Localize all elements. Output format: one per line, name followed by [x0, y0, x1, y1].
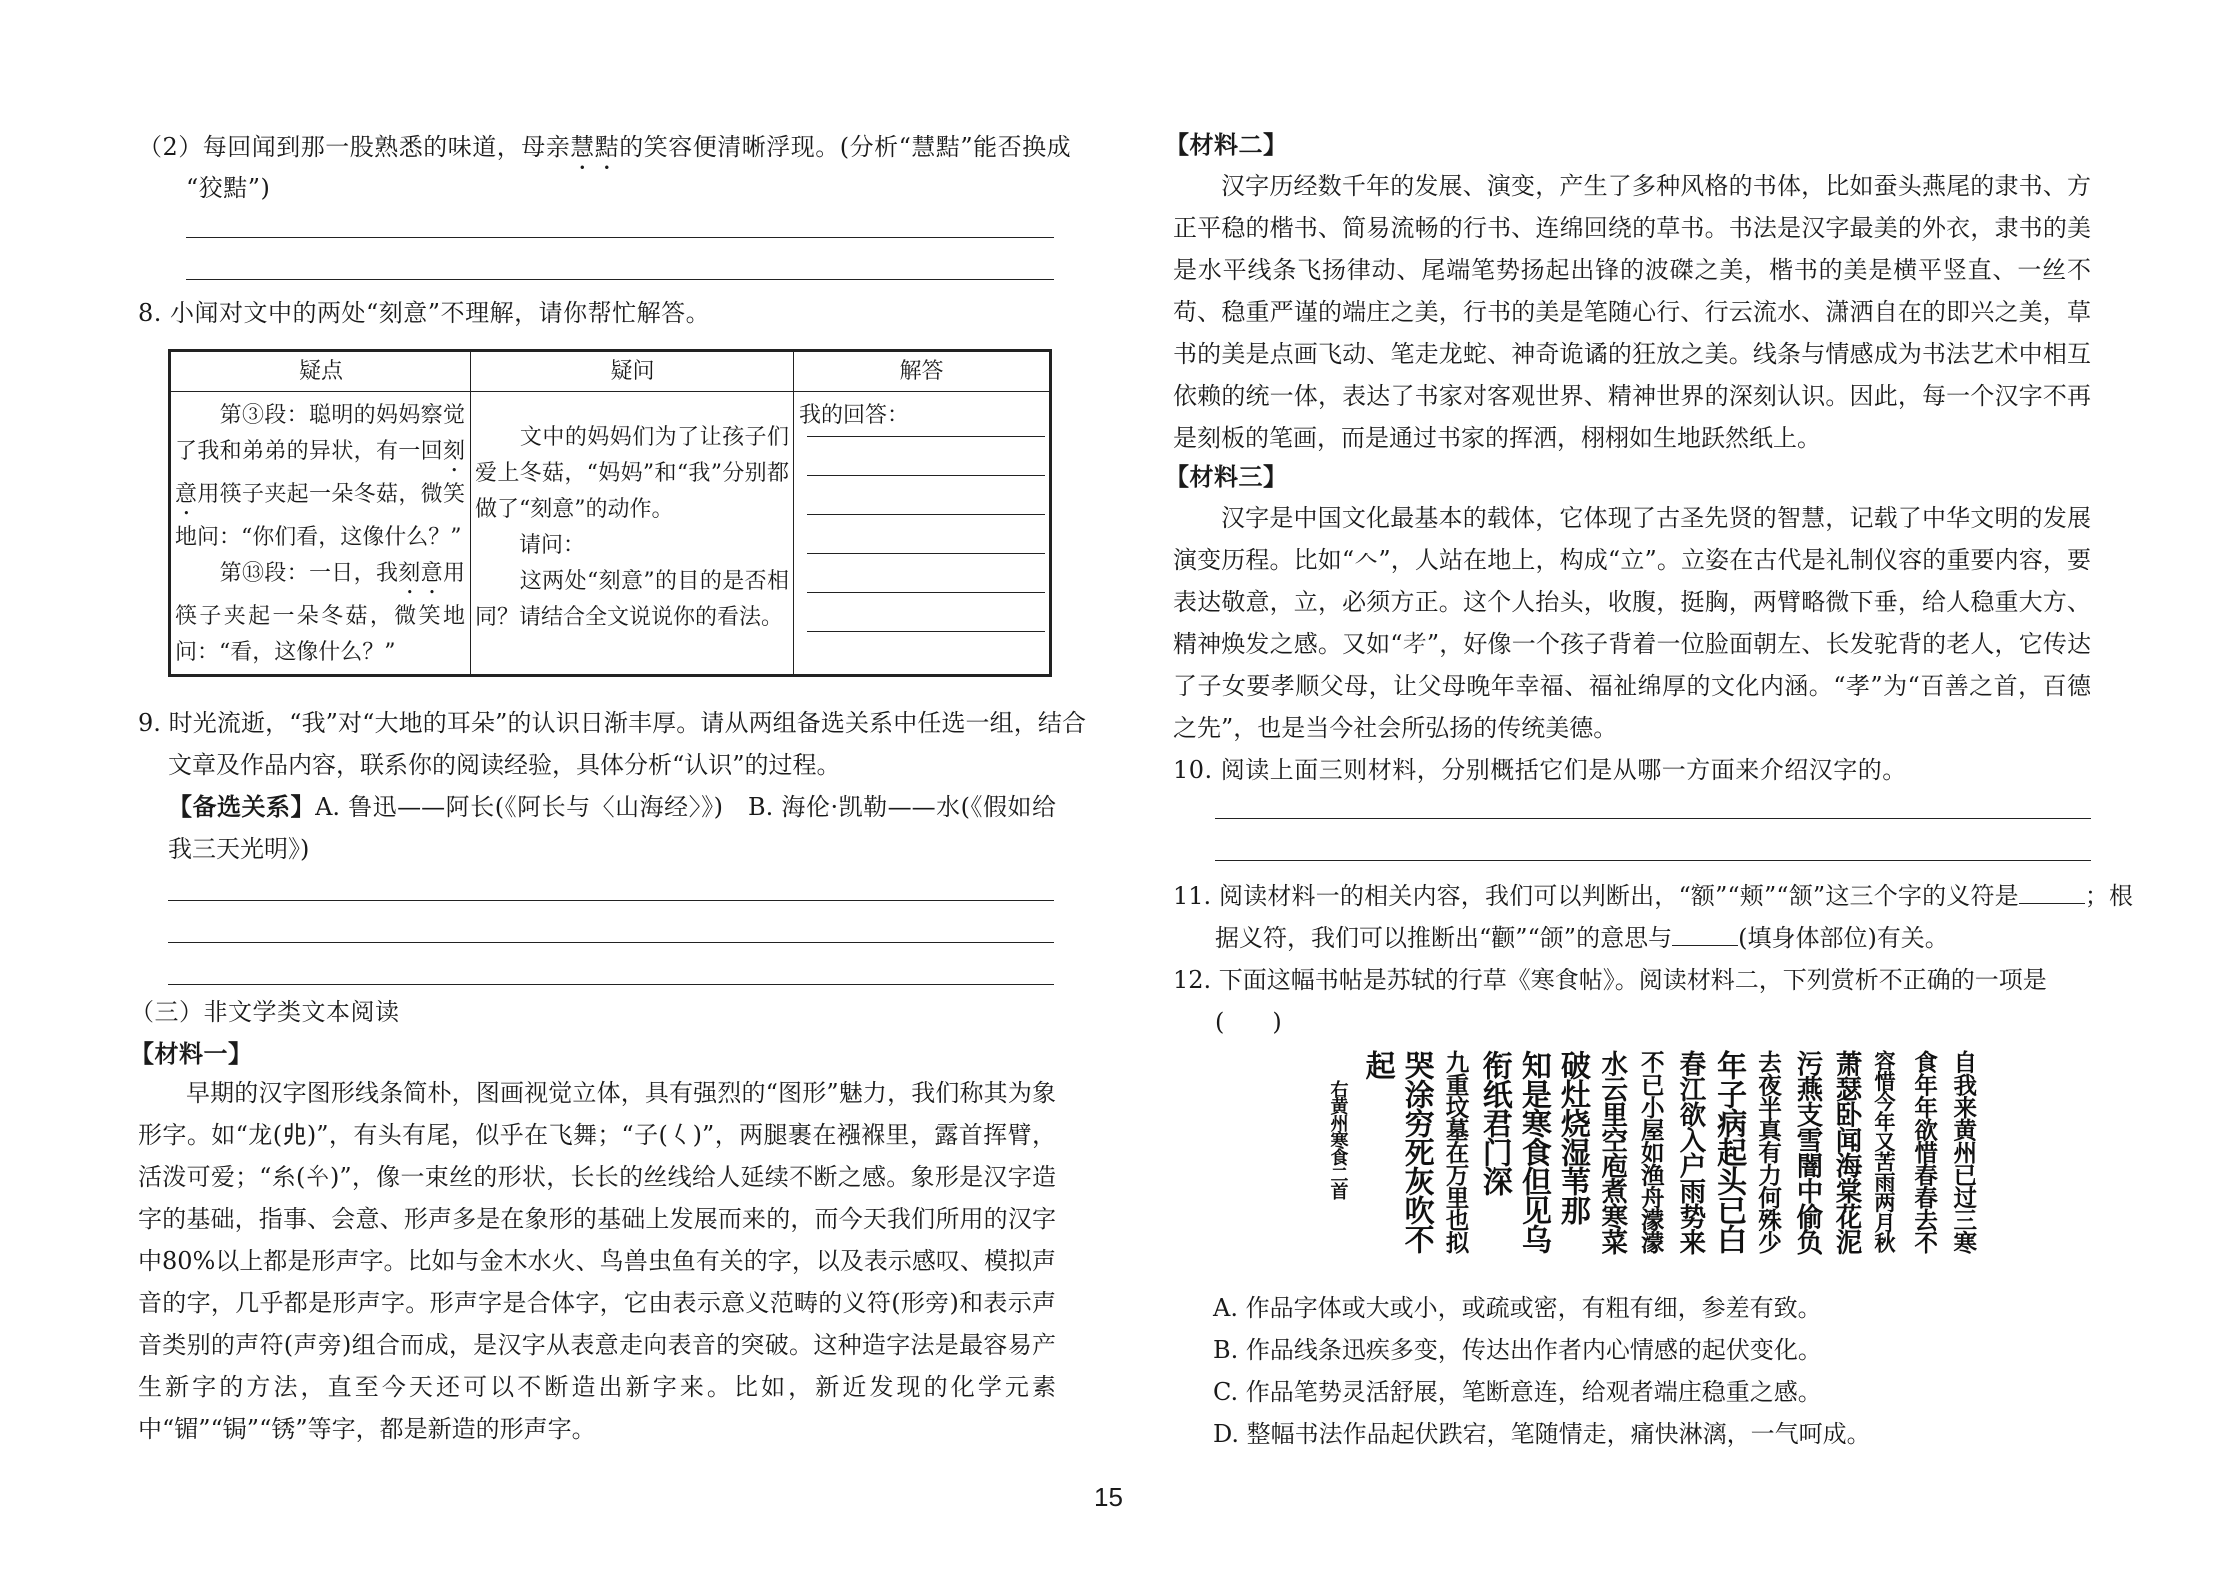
- q11-part1: 11. 阅读材料一的相关内容，我们可以判断出，“额”“颊”“颔”这三个字的义符是: [1173, 882, 2019, 910]
- q7-2-line1: [138, 132, 1071, 175]
- q9-text: 9. 时光流逝，“我”对“大地的耳朵”的认识日渐丰厚。请从两组备选关系中任选一组，结合文章及作品内容，联系你的阅读经验，具体分析“认识”的过程。: [138, 709, 1086, 779]
- question-table: [168, 349, 1052, 677]
- material1-body: 早期的汉字图形线条简朴，图画视觉立体，具有强烈的“图形”魅力，我们称其为象形字。如“龙(𠑹)”，有头有尾，似乎在飞舞；“子(𡿨)”，两腿裹在襁褓里，露首挥臂，活泼可爱；“糸(𢆯)”，像一束丝的形状，长长的丝线给人延续不断之感。象形是汉字造字的基础，指事、会意、形声多是在象形的基础上发展而来的，而今天我们所用的汉字中80%以上都是形声字。比如与金木水火、鸟兽虫鱼有关的字，以及表示感叹、模拟声音的字，几乎都是形声字。形声字是合体字，它由表示意义范畴的义符(形旁)和表示声音类别的声符(声旁)组合而成，是汉字从表意走向表音的突破。这种造字法是最容易产生新字的方法，直至今天还可以不断造出新字来。比如，新近发现的化学元素中“镅”“锔”“锈”等字，都是新造的形声字。: [138, 1079, 1056, 1443]
- table-cell-answer[interactable]: [799, 398, 1049, 668]
- answer-line[interactable]: [186, 237, 1054, 238]
- fill-blank[interactable]: [1672, 923, 1738, 946]
- answer-line[interactable]: [807, 631, 1045, 632]
- answer-line[interactable]: [1215, 860, 2091, 861]
- calligraphy-image: [1318, 1050, 1982, 1262]
- answer-bracket[interactable]: ( ): [1215, 1008, 1282, 1036]
- calligraphy-column: 衔纸君门深: [1476, 1050, 1512, 1195]
- emphasized-text: 慧黠: [570, 133, 620, 161]
- calligraphy-column: 九重坟墓在万里也拟: [1441, 1050, 1470, 1253]
- answer-line[interactable]: [807, 553, 1045, 554]
- question-paragraph: 请问：: [475, 533, 586, 558]
- q12-stem: 12. 下面这幅书帖是苏轼的行草《寒食帖》。阅读材料二，下列赏析不正确的一项是: [1173, 966, 2047, 994]
- q11-text: [1173, 875, 2133, 959]
- emphasized-text: 意: [175, 482, 198, 507]
- q8-prompt: 8. 小闻对文中的两处“刻意”不理解，请你帮忙解答。: [138, 299, 711, 327]
- calligraphy-column: 萧瑟卧闻海棠花泥: [1830, 1050, 1862, 1254]
- table-header-answer: 解答: [794, 352, 1049, 392]
- answer-line[interactable]: [168, 984, 1054, 985]
- table-divider: [793, 352, 794, 674]
- q11-part2: ；根据义符，我们可以推断出“颧”“颌”的意思与: [1215, 882, 2133, 952]
- options-label: 【备选关系】: [168, 793, 316, 821]
- answer-line[interactable]: [168, 900, 1054, 901]
- calligraphy-column: 食年年欲惜春春去不: [1910, 1050, 1939, 1253]
- q12-options: [1213, 1287, 2093, 1455]
- answer-line[interactable]: [807, 514, 1045, 515]
- section-title: （三）非文学类文本阅读: [130, 998, 400, 1026]
- material3-title: 【材料三】: [1165, 463, 1288, 491]
- calligraphy-column: 春江欲入户雨势来: [1674, 1050, 1706, 1254]
- material1-title: 【材料一】: [130, 1040, 253, 1068]
- table-cell-question: [475, 420, 789, 636]
- emphasized-text: 刻意: [398, 561, 443, 586]
- q12-text: [1173, 959, 2133, 1043]
- table-divider: [470, 352, 471, 674]
- answer-line[interactable]: [807, 436, 1045, 437]
- table-cell-doubt: [175, 398, 465, 671]
- choice-option[interactable]: C. 作品笔势灵活舒展，笔断意连，给观者端庄稳重之感。: [1213, 1378, 1822, 1406]
- material2-title: 【材料二】: [1165, 131, 1288, 159]
- calligraphy-column: 起: [1359, 1050, 1395, 1079]
- calligraphy-column: 知是寒食但见乌: [1515, 1050, 1551, 1253]
- answer-line[interactable]: [168, 942, 1054, 943]
- calligraphy-column: 年子病起头已白: [1711, 1050, 1747, 1253]
- text-segment: （2）每回闻到那一股熟悉的味道，母亲: [138, 133, 571, 161]
- answer-line[interactable]: [186, 279, 1054, 280]
- q7-2-line2: “狡黠”): [186, 174, 271, 202]
- calligraphy-column: 容惜今年又苦雨两月秋: [1871, 1050, 1897, 1252]
- page-number: 15: [1094, 1482, 1123, 1512]
- material3-body: 汉字是中国文化最基本的载体，它体现了古圣先贤的智慧，记载了中华文明的发展演变历程。比如“𠆢”，人站在地上，构成“立”。立姿在古代是礼制仪容的重要内容，要表达敬意，立，必须方正。这个人抬头，收腹，挺胸，两臂略微下垂，给人稳重大方、精神焕发之感。又如“𦒱”，好像一个孩子背着一位脸面朝左、长发驼背的老人，它传达了子女要孝顺父母，让父母晚年幸福、福祉绵厚的文化内涵。“孝”为“百善之首，百德之先”，也是当今社会所弘扬的传统美德。: [1173, 504, 2091, 742]
- calligraphy-column: 污燕支雪闇中偷负: [1791, 1050, 1823, 1254]
- choice-option[interactable]: A. 作品字体或大或小，或疏或密，有粗有细，参差有致。: [1213, 1294, 1822, 1322]
- calligraphy-column: 自我来黄州已过三寒: [1949, 1050, 1978, 1253]
- options-text: A. 鲁迅——阿长(《阿长与〈山海经〉》) B. 海伦·凯勒——水(《假如给我三天光明》): [168, 793, 1057, 863]
- text-segment: 第⑬段：一日，我: [175, 561, 399, 586]
- choice-option[interactable]: B. 作品线条迅疾多变，传达出作者内心情感的起伏变化。: [1213, 1336, 1822, 1364]
- q11-part3: (填身体部位)有关。: [1738, 924, 1949, 952]
- text-segment: 第③段：聪明的妈妈察觉了我和弟弟的异状，有一回: [175, 403, 465, 464]
- answer-line[interactable]: [1215, 818, 2091, 819]
- emphasized-text: 刻: [442, 439, 465, 464]
- table-header-doubt: 疑点: [171, 352, 471, 392]
- text-segment: 的笑容便清晰浮现。(分析“慧黠”能否换成: [619, 133, 1072, 161]
- q10-text: 10. 阅读上面三则材料，分别概括它们是从哪一方面来介绍汉字的。: [1173, 756, 1907, 784]
- text-segment: 用筷子夹起一朵冬菇，微笑地问：“你们看，这像什么？”: [175, 482, 465, 550]
- calligraphy-column: 破灶烧湿苇那: [1554, 1050, 1590, 1224]
- calligraphy-column: 水云里空庖煮寒菜: [1596, 1050, 1628, 1254]
- answer-line[interactable]: [807, 592, 1045, 593]
- text-segment: 用筷子夹起一朵冬菇，微笑地问：“看，这像什么？”: [175, 561, 465, 665]
- material2-body: 汉字历经数千年的发展、演变，产生了多种风格的书体，比如蚕头燕尾的隶书、方正平稳的楷书、简易流畅的行书、连绵回绕的草书。书法是汉字最美的外衣，隶书的美是水平线条飞扬律动、尾端笔势扬起出锋的波磔之美，楷书的美是横平竖直、一丝不苟、稳重严谨的端庄之美，行书的美是笔随心行、行云流水、潇洒自在的即兴之美，草书的美是点画飞动、笔走龙蛇、神奇诡谲的狂放之美。线条与情感成为书法艺术中相互依赖的统一体，表达了书家对客观世界、精神世界的深刻认识。因此，每一个汉字不再是刻板的笔画，而是通过书家的挥洒，栩栩如生地跃然纸上。: [1173, 172, 2091, 452]
- calligraphy-column: 不已小屋如渔舟濛濛: [1636, 1050, 1665, 1253]
- q9-options: [168, 786, 1056, 870]
- answer-label: 我的回答：: [799, 403, 910, 428]
- answer-line[interactable]: [807, 475, 1045, 476]
- fill-blank[interactable]: [2019, 881, 2085, 904]
- choice-option[interactable]: D. 整幅书法作品起伏跌宕，笔随情走，痛快淋漓，一气呵成。: [1213, 1420, 1871, 1448]
- calligraphy-column: 右黄州寒食二首: [1327, 1080, 1349, 1199]
- table-header-question: 疑问: [471, 352, 794, 392]
- question-paragraph: 这两处“刻意”的目的是否相同？请结合全文说说你的看法。: [475, 569, 789, 630]
- question-paragraph: 文中的妈妈们为了让孩子们爱上冬菇，“妈妈”和“我”分别都做了“刻意”的动作。: [475, 425, 789, 522]
- calligraphy-column: 哭涂穷死灰吹不: [1398, 1050, 1434, 1253]
- calligraphy-column: 去夜半真有力何殊少: [1753, 1050, 1782, 1253]
